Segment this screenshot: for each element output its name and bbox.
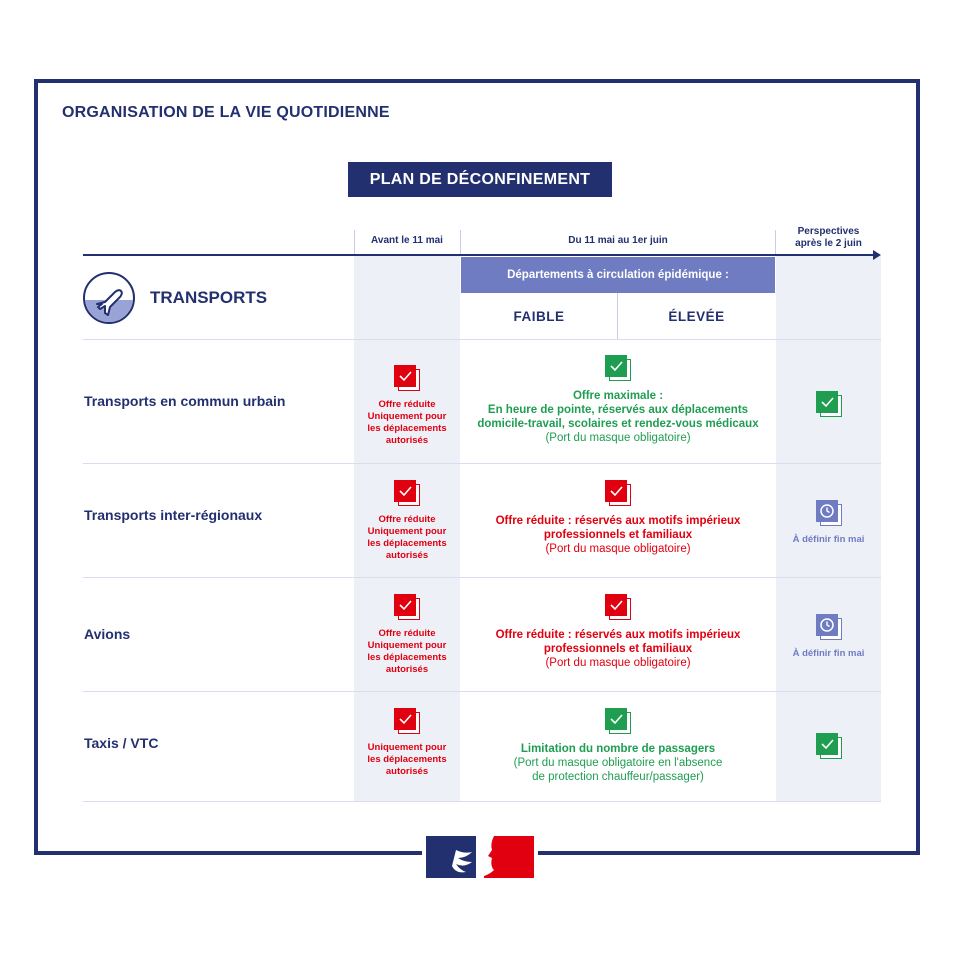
row-2-during-bold-2: professionnels et familiaux (543, 529, 693, 541)
row-3-during-regular-1: (Port du masque obligatoire) (545, 657, 691, 669)
row-3-before-line-2: Uniquement pour (367, 640, 447, 651)
row-3-during-bold-2: professionnels et familiaux (543, 643, 693, 655)
timeline-arrow-icon (873, 250, 881, 260)
subheader-low: FAIBLE (513, 308, 565, 324)
row-3-before-cell (354, 594, 460, 676)
row-4-during-regular-2: de protection chauffeur/passager) (532, 771, 704, 783)
row-1-during-bold-3: domicile-travail, scolaires et rendez-vous médicaux (477, 418, 759, 430)
row-2-during-regular-1: (Port du masque obligatoire) (545, 543, 691, 555)
row-3-during-cell (461, 594, 775, 670)
row-1-before-line-1: Offre réduite (378, 399, 436, 410)
red-check-icon (394, 365, 420, 393)
column-header-before: Avant le 11 mai (371, 235, 443, 246)
row-1-before-line-2: Uniquement pour (367, 411, 447, 422)
header-separator-3 (775, 230, 776, 256)
row-1-during-bold-1: Offre maximale : (572, 390, 664, 402)
red-check-icon (394, 708, 420, 736)
row-divider-top (83, 339, 881, 340)
row-4-after-cell (776, 733, 881, 767)
row-2-before-line-4: autorisés (385, 550, 429, 561)
row-label-taxis: Taxis / VTC (84, 735, 159, 751)
row-4-before-cell (354, 708, 460, 778)
red-check-icon (394, 594, 420, 622)
row-2-after-cell (776, 500, 881, 546)
header-separator-2 (460, 230, 461, 256)
row-label-planes: Avions (84, 626, 131, 642)
green-check-icon (605, 355, 631, 383)
row-2-during-bold-1: Offre réduite : réservés aux motifs impérieux (495, 515, 741, 527)
subheader-high: ÉLEVÉE (668, 308, 725, 324)
red-check-icon (394, 480, 420, 508)
column-header-after-line2: après le 2 juin (795, 238, 862, 249)
row-3-after-cell (776, 614, 881, 660)
clock-icon (816, 500, 842, 528)
row-4-before-line-2: les déplacements (367, 754, 447, 765)
row-4-during-bold-1: Limitation du nombre de passagers (520, 743, 716, 755)
clock-icon (816, 614, 842, 642)
row-4-before-line-3: autorisés (385, 766, 429, 777)
row-1-after-cell (776, 391, 881, 425)
row-divider-bottom (83, 801, 881, 802)
row-label-inter-regional: Transports inter-régionaux (84, 507, 263, 523)
row-2-during-cell (461, 480, 775, 556)
epidemic-banner: Départements à circulation épidémique : (461, 257, 775, 293)
row-divider-1 (83, 463, 881, 464)
row-1-during-cell (461, 355, 775, 445)
row-1-before-line-4: autorisés (385, 435, 429, 446)
row-2-after-text: À définir fin mai (792, 534, 865, 545)
row-3-during-bold-1: Offre réduite : réservés aux motifs impérieux (495, 629, 741, 641)
green-check-icon (816, 733, 842, 761)
plan-title: PLAN DE DÉCONFINEMENT (348, 162, 612, 197)
row-4-during-regular-1: (Port du masque obligatoire en l'absence (513, 757, 723, 769)
column-header-after (776, 226, 881, 250)
column-header-after-line1: Perspectives (797, 226, 860, 237)
green-check-icon (816, 391, 842, 419)
government-logo (422, 836, 538, 878)
section-title: TRANSPORTS (150, 288, 268, 307)
page-title: ORGANISATION DE LA VIE QUOTIDIENNE (62, 104, 390, 121)
row-divider-2 (83, 577, 881, 578)
row-3-before-line-3: les déplacements (367, 652, 447, 663)
row-1-before-line-3: les déplacements (367, 423, 447, 434)
red-check-icon (605, 480, 631, 508)
row-4-during-cell (461, 708, 775, 784)
row-2-before-line-2: Uniquement pour (367, 526, 447, 537)
logo-blue-panel (426, 836, 476, 878)
row-label-urban-transit: Transports en commun urbain (84, 393, 286, 409)
row-4-before-line-1: Uniquement pour (367, 742, 447, 753)
row-3-after-text: À définir fin mai (792, 648, 865, 659)
row-1-during-regular-1: (Port du masque obligatoire) (545, 432, 691, 444)
green-check-icon (605, 708, 631, 736)
column-header-during: Du 11 mai au 1er juin (568, 235, 668, 246)
row-1-before-cell (354, 365, 460, 447)
row-2-before-cell (354, 480, 460, 562)
row-2-before-line-3: les déplacements (367, 538, 447, 549)
red-check-icon (605, 594, 631, 622)
row-1-during-bold-2: En heure de pointe, réservés aux déplacements (487, 404, 749, 416)
airplane-icon (83, 272, 135, 324)
row-3-before-line-4: autorisés (385, 664, 429, 675)
row-divider-3 (83, 691, 881, 692)
subheader-separator (617, 293, 618, 339)
row-2-before-line-1: Offre réduite (378, 514, 436, 525)
logo-red-panel (484, 836, 534, 878)
header-separator-1 (354, 230, 355, 256)
row-3-before-line-1: Offre réduite (378, 628, 436, 639)
timeline (83, 254, 877, 256)
